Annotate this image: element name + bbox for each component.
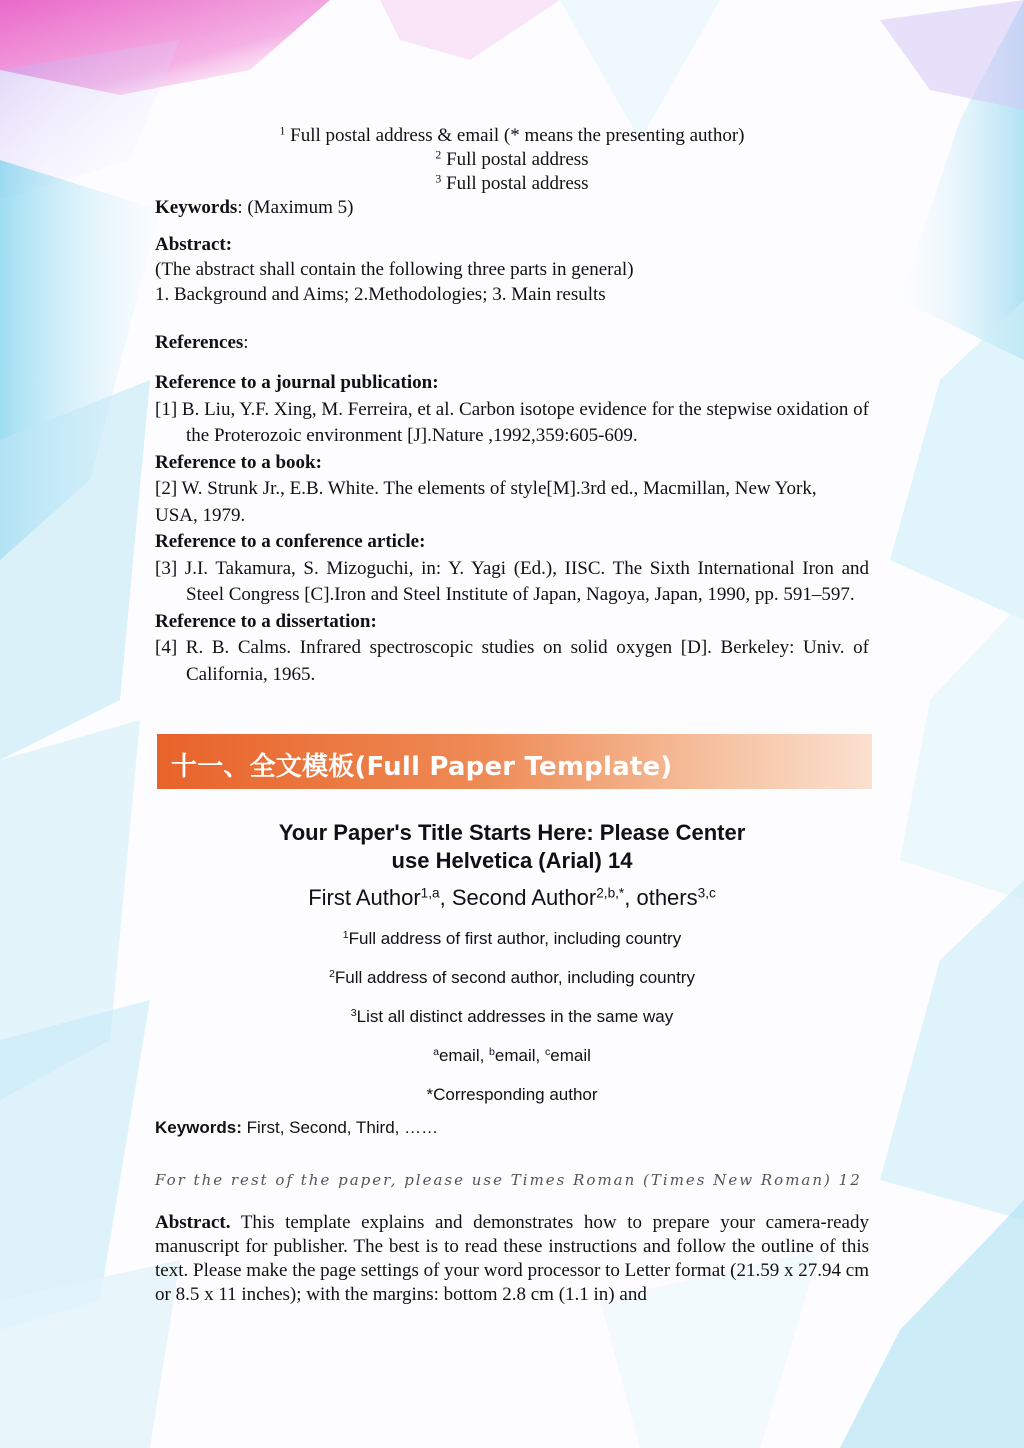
reference-entry: [1] B. Liu, Y.F. Xing, M. Ferreira, et al. Carbon isotope evidence for the stepwise oxidation of the Proterozoic environment [J].Nature ,1992,359:605-609. xyxy=(155,398,869,446)
abstract-line-1: (The abstract shall contain the following three parts in general) xyxy=(155,259,634,280)
author-name: Second Author xyxy=(451,885,597,910)
reference-group-conference xyxy=(155,529,869,609)
reference-heading: Reference to a book: xyxy=(155,451,322,473)
reference-heading: Reference to a dissertation: xyxy=(155,610,377,632)
abstract-section xyxy=(155,233,869,307)
author-name: First Author xyxy=(308,885,421,910)
paper-address-3: $^3$List all distinct addresses in the same way xyxy=(350,1007,674,1026)
paper-authors: First Author$^{1,a}$, Second Author$^{2,b,*}$, others$^{3,c}$ xyxy=(308,885,716,910)
affiliation-line-2: $^2$ Full postal address xyxy=(435,148,589,170)
paper-address-2: $^2$Full address of second author, including country xyxy=(329,968,695,987)
reference-entry: [3] J.I. Takamura, S. Mizoguchi, in: Y. Yagi (Ed.), IISC. The Sixth International Iron and Steel Congress [C].Iron and Steel Institute of Japan, Nagoya, Japan, 1990, pp. 591–597. xyxy=(155,557,869,605)
paper-title: Your Paper's Title Starts Here: Please Center use Helvetica (Arial) 14 xyxy=(278,820,746,873)
section-banner xyxy=(157,734,872,789)
affiliation-line-3: $^3$ Full postal address xyxy=(435,172,589,194)
section-banner-title: 十一、全文模板(Full Paper Template) xyxy=(171,752,673,782)
references-label: References xyxy=(155,332,244,353)
paper-abstract xyxy=(155,1211,869,1307)
reference-entry: [4] R. B. Calms. Infrared spectroscopic studies on solid oxygen [D]. Berkeley: Univ. of California, 1965. xyxy=(155,637,869,685)
reference-heading: Reference to a journal publication: xyxy=(155,372,439,393)
references-heading: References: xyxy=(155,332,249,353)
paper-address-1: $^1$Full address of first author, including country xyxy=(342,929,682,948)
reference-list xyxy=(155,370,869,688)
keywords-label: Keywords xyxy=(155,197,238,218)
reference-group-book xyxy=(155,450,869,530)
abstract-line-2: 1. Background and Aims; 2.Methodologies; 3. Main results xyxy=(155,284,606,305)
reference-heading: Reference to a conference article: xyxy=(155,531,426,552)
paper-keywords xyxy=(155,1117,869,1139)
paper-emails: $^a$email, $^b$email, $^c$email xyxy=(433,1046,591,1065)
paper-keywords-text: First, Second, Third, …… xyxy=(241,1118,439,1137)
reference-group-dissertation xyxy=(155,609,869,689)
reference-group-journal xyxy=(155,370,869,450)
affiliation-block xyxy=(155,124,869,196)
corresponding-author-note: *Corresponding author xyxy=(426,1085,598,1104)
paper-abstract-label: Abstract. xyxy=(155,1212,231,1233)
paper-abstract-text: This template explains and demonstrates how to prepare your camera-ready manuscript for publisher. The best is to read these instructions and follow the outline of this text. Please make the page settings of your word processor to Letter format (21.59 x 27.94 cm or 8.5 x 11 inches); with the margins: bottom 2.8 cm (1.1 in) and xyxy=(155,1212,869,1305)
author-name: others xyxy=(636,885,698,910)
keywords-line xyxy=(155,196,869,220)
font-instruction-note: For the rest of the paper, please use Times Roman (Times New Roman) 12 xyxy=(155,1171,862,1189)
affiliation-line-1: $^1$ Full postal address & email (* means the presenting author) xyxy=(279,124,745,146)
paper-keywords-label: Keywords: xyxy=(155,1118,242,1137)
reference-entry: [2] W. Strunk Jr., E.B. White. The elements of style[M].3rd ed., Macmillan, New York, USA, 1979. xyxy=(155,478,817,526)
keywords-text: : (Maximum 5) xyxy=(237,197,354,218)
abstract-label: Abstract: xyxy=(155,234,233,255)
